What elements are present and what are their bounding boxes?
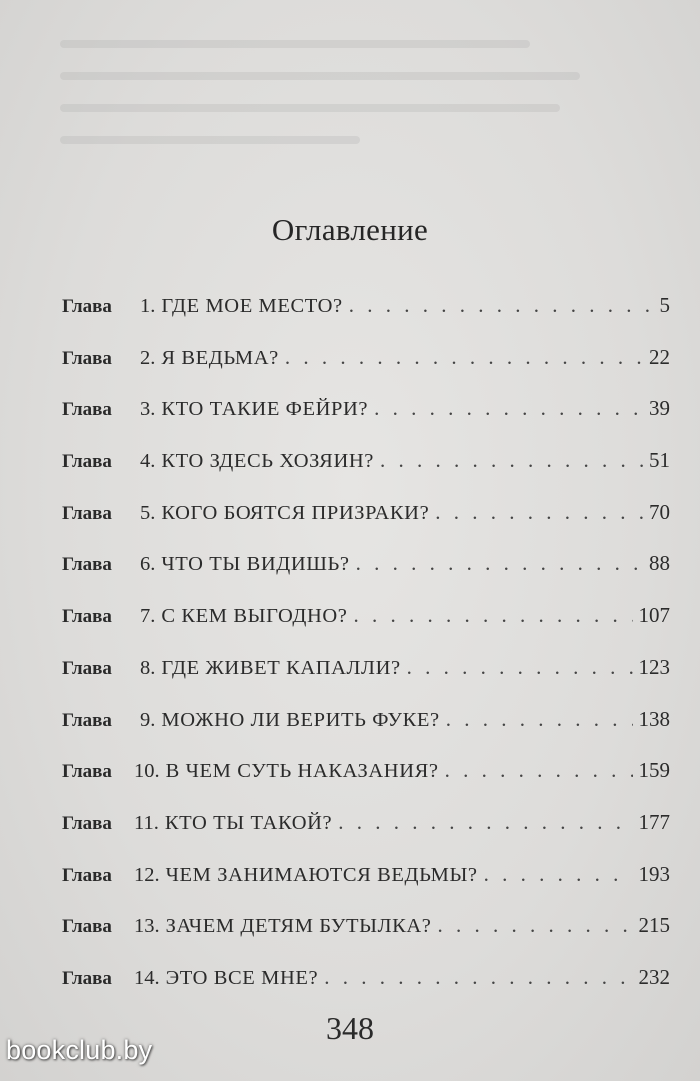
chapter-page-number: 215 — [638, 913, 670, 938]
page-title: Оглавление — [271, 212, 429, 247]
chapter-number: 2. — [140, 346, 156, 369]
chapter-label: Глава — [62, 864, 112, 886]
chapter-number: 5. — [140, 501, 156, 524]
chapter-title: ЭТО ВСЕ МНЕ? — [165, 966, 319, 989]
dot-leader — [484, 862, 633, 887]
chapter-number: 10. — [134, 760, 160, 783]
bleed-through-line — [60, 72, 580, 80]
dot-leader — [438, 913, 633, 938]
chapter-number: 3. — [140, 398, 156, 421]
dot-leader — [285, 345, 643, 370]
toc-entry — [62, 603, 670, 655]
toc-entry — [62, 707, 670, 759]
chapter-page-number: 107 — [638, 603, 670, 628]
chapter-page-number: 22 — [649, 344, 670, 369]
dot-leader — [407, 655, 633, 680]
chapter-number: 1. — [140, 295, 156, 317]
chapter-title: КТО ТАКИЕ ФЕЙРИ? — [161, 398, 369, 421]
watermark-logo: bookclub.by — [6, 1035, 153, 1065]
chapter-label: Глава — [62, 761, 112, 783]
toc-entry — [62, 965, 670, 1017]
chapter-page-number: 88 — [649, 551, 670, 576]
bleed-through-line — [60, 104, 560, 112]
dot-leader — [374, 396, 643, 421]
toc-entry — [62, 655, 670, 707]
chapter-title: ЧТО ТЫ ВИДИШЬ? — [161, 553, 350, 576]
chapter-title: ГДЕ МОЕ МЕСТО? — [161, 295, 343, 317]
chapter-title: Я ВЕДЬМА? — [161, 346, 279, 369]
chapter-label: Глава — [62, 967, 112, 989]
toc-entry — [62, 913, 670, 965]
dot-leader — [446, 707, 633, 732]
chapter-label: Глава — [62, 554, 112, 576]
dot-leader — [435, 500, 643, 525]
dot-leader — [380, 448, 643, 473]
toc-entry — [62, 862, 670, 914]
chapter-page-number: 232 — [638, 964, 670, 989]
chapter-number: 13. — [134, 915, 160, 938]
chapter-number: 6. — [140, 553, 156, 576]
chapter-label: Глава — [62, 347, 112, 369]
dot-leader — [356, 551, 643, 576]
chapter-number: 4. — [140, 450, 156, 473]
chapter-label: Глава — [62, 709, 112, 731]
chapter-page-number: 138 — [638, 706, 670, 731]
dot-leader — [349, 293, 654, 318]
toc-entry — [62, 345, 670, 397]
chapter-page-number: 159 — [638, 758, 670, 783]
chapter-title: В ЧЕМ СУТЬ НАКАЗАНИЯ? — [165, 760, 439, 783]
chapter-page-number: 51 — [649, 448, 670, 473]
chapter-label: Глава — [62, 657, 112, 679]
bleed-through-line — [60, 40, 530, 48]
dot-leader — [354, 603, 633, 628]
chapter-number: 8. — [140, 656, 156, 679]
chapter-number: 7. — [140, 605, 156, 628]
chapter-title: КТО ЗДЕСЬ ХОЗЯИН? — [161, 450, 374, 473]
chapter-page-number: 39 — [649, 396, 670, 421]
toc-entry — [62, 396, 670, 448]
chapter-label: Глава — [62, 451, 112, 473]
bleed-through-line — [60, 136, 360, 144]
chapter-label: Глава — [62, 296, 112, 317]
page-number: 348 — [326, 1010, 374, 1046]
chapter-page-number: 5 — [659, 293, 670, 317]
chapter-title: ЧЕМ ЗАНИМАЮТСЯ ВЕДЬМЫ? — [165, 863, 478, 886]
chapter-title: МОЖНО ЛИ ВЕРИТЬ ФУКЕ? — [161, 708, 440, 731]
chapter-page-number: 193 — [638, 861, 670, 886]
chapter-number: 12. — [134, 863, 160, 886]
chapter-title: КОГО БОЯТСЯ ПРИЗРАКИ? — [161, 501, 430, 524]
table-of-contents — [62, 293, 670, 1017]
chapter-number: 11. — [134, 811, 159, 834]
chapter-number: 9. — [140, 708, 156, 731]
dot-leader — [445, 758, 633, 783]
toc-entry — [62, 293, 670, 345]
chapter-label: Глава — [62, 606, 112, 628]
chapter-label: Глава — [62, 399, 112, 421]
chapter-label: Глава — [62, 812, 112, 834]
toc-entry — [62, 810, 670, 862]
toc-entry — [62, 551, 670, 603]
chapter-title: КТО ТЫ ТАКОЙ? — [164, 811, 333, 834]
chapter-title: ГДЕ ЖИВЕТ КАПАЛЛИ? — [161, 656, 401, 679]
chapter-number: 14. — [134, 966, 160, 989]
chapter-label: Глава — [62, 916, 112, 938]
chapter-page-number: 123 — [638, 654, 670, 679]
chapter-page-number: 177 — [638, 809, 670, 834]
toc-entry — [62, 448, 670, 500]
chapter-title: С КЕМ ВЫГОДНО? — [161, 605, 348, 628]
chapter-title: ЗАЧЕМ ДЕТЯМ БУТЫЛКА? — [165, 915, 432, 938]
dot-leader — [338, 810, 632, 835]
chapter-label: Глава — [62, 502, 112, 524]
toc-entry — [62, 758, 670, 810]
dot-leader — [324, 965, 632, 990]
chapter-page-number: 70 — [649, 499, 670, 524]
toc-entry — [62, 500, 670, 552]
